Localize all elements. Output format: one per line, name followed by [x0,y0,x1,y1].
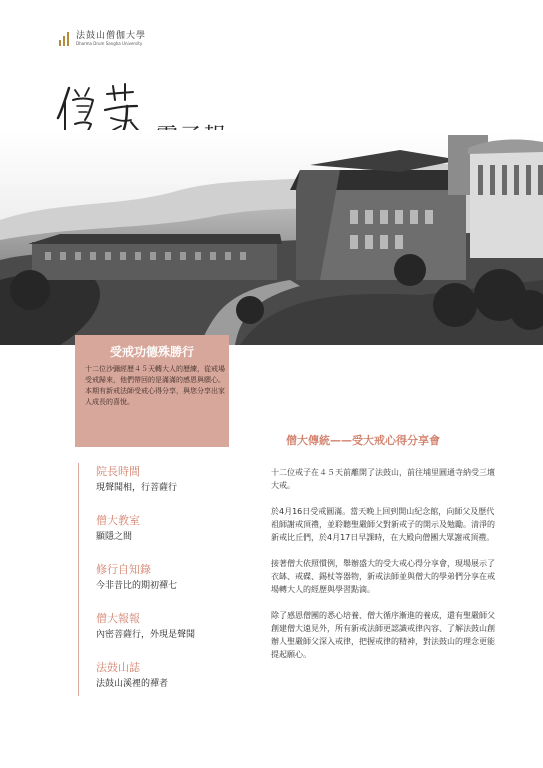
feature-box [75,335,229,447]
logo-english-name: Dharma Drum Sangha University [76,41,143,46]
logo-emblem-icon [58,32,72,46]
toc-item-desc: 法鼓山溪裡的禪者 [96,679,169,689]
article-paragraph: 接著僧大依照慣例，舉辦盛大的受大戒心得分享會，現場展示了衣缽、戒碟、錫杖等器物，新戒法師並與僧大的學弟們分享在戒場轉大人的經歷與學習點滴。 [271,559,495,594]
toc-item-title: 僧大報報 [96,612,140,625]
campus-photo [0,130,543,345]
toc-item-desc: 顯隱之間 [96,532,133,542]
toc-item-desc: 現聲聞相，行菩薩行 [96,483,178,493]
toc-item-desc: 內密菩薩行，外現是聲聞 [96,630,196,640]
article-title: 僧大傳統——受大戒心得分享會 [286,434,440,447]
article-body [271,466,497,674]
toc-item-title: 修行自知錄 [96,563,151,576]
toc-item-dean[interactable] [96,465,246,514]
article-paragraph: 除了感恩僧團的悉心培養、僧大循序漸進的養成，還有聖嚴師父創建僧大遠見外，所有新戒法師更認識戒律內容、了解法鼓山創辦人聖嚴師父深入戒律，把握戒律的精神，對法鼓山的理念更能提起願心。 [271,611,495,659]
toc-item-news[interactable] [96,612,246,661]
toc-item-classroom[interactable] [96,514,246,563]
toc-item-title: 僧大教室 [96,514,140,527]
feature-body: 十二位沙彌經歷４５天轉大人的歷練，從戒場受戒歸來，他們帶回的是滿滿的感恩與願心。本期有新戒法師受戒心得分享，與您分享出家人成長的喜悅。 [85,365,225,406]
feature-title: 受戒功德殊勝行 [109,345,194,359]
toc-item-title: 法鼓山誌 [96,661,140,674]
article-paragraph: 於4月16日受戒圓滿。當天晚上回到開山紀念館，向師父及歷代祖師謝戒頂禮，並聆聽聖嚴師父對新戒子的開示及勉勵。清淨的新戒比丘們，於4月17日早課時，在大殿向僧團大眾謝戒頂禮。 [271,507,495,542]
toc-item-chronicle[interactable] [96,661,246,710]
toc-item-desc: 今非昔比的期初禪七 [96,581,178,591]
toc-item-title: 院長時間 [96,465,140,478]
toc-item-practice[interactable] [96,563,246,612]
toc-divider [78,463,79,696]
article-paragraph: 十二位戒子在４５天前離開了法鼓山，前往埔里圓通寺納受三壇大戒。 [271,468,495,490]
table-of-contents [96,465,246,710]
logo-chinese-name: 法鼓山僧伽大學 [76,31,147,41]
university-logo [58,32,146,46]
